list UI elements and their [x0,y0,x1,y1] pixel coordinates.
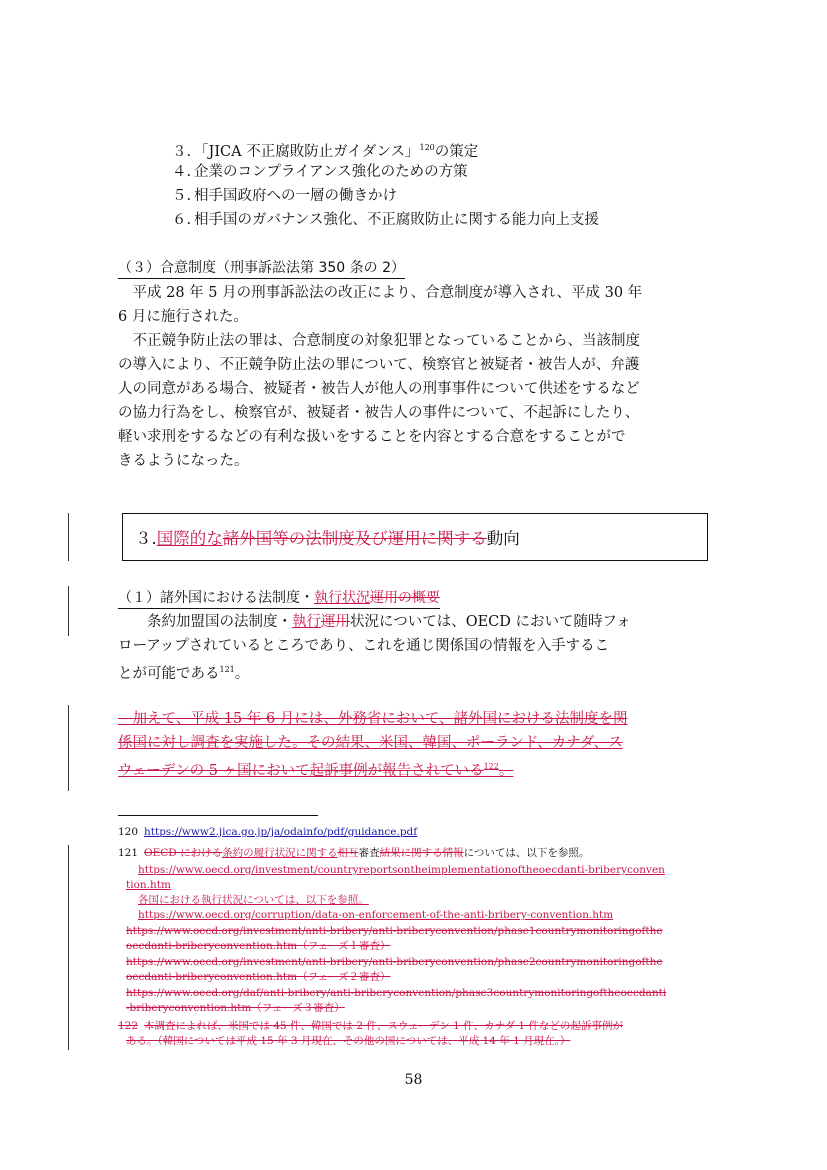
footnote-link[interactable]: https://www.oecd.org/investment/countryreportsontheimplementationoftheoecdanti-briberyconven [138,864,665,876]
deleted-paragraph: 加えて、平成 15 年 6 月には、外務省において、諸外国における法制度を関 係国に対し調査を実施した。その結果、米国、韓国、ポーランド、カナダ、ス ウェーデンの 5 ヶ国において起訴事例が報告されている$^{122}$。 [118,711,628,779]
paragraph: 平成 28 年 5 月の刑事訴訟法の改正により、合意制度が導入され、平成 30 年 6 月に施行された。 [118,285,643,325]
change-bar [68,513,69,561]
footnote-121: 121 OECD における条約の履行状況に関する相互審査結果に関する情報については、以下を参照。 [118,847,590,859]
paragraph: 条約加盟国の法制度・執行運用状況については、OECD において随時フォ ローアップされているところであり、これを通じ関係国の情報を入手するこ とが可能である$^{121}$。 [118,614,631,682]
footnote-text: 各国における執行状況については、以下を参照。 [138,894,369,906]
list-item: ３. 「JICA 不正腐敗防止ガイダンス」$^{120}$の策定 [172,143,479,160]
list-item: ５. 相手国政府への一層の働きかけ [172,188,397,204]
footnote-link[interactable]: https://www2.jica.go.jp/ja/odainfo/pdf/guidance.pdf [144,826,418,838]
page-number: 58 [404,1072,423,1088]
deleted-link: https://www.oecd.org/daf/anti-bribery/anti-briberyconvention/phase3countrymonitoringoftheoecdanti [126,987,667,999]
subsection-heading: （１）諸外国における法制度・執行状況運用の概要 [118,589,440,609]
change-bar [68,586,69,636]
section-heading: （３）合意制度（刑事訴訟法第 350 条の 2） [118,259,405,279]
change-bar [68,705,69,791]
chapter-heading-box [122,513,708,561]
paragraph: 不正競争防止法の罪は、合意制度の対象犯罪となっていることから、当該制度 の導入により、不正競争防止法の罪について、検察官と被疑者・被告人が、弁護 人の同意がある場合、被疑者・被告人が他人の刑事事件について供述をするなど の協力行為をし、検察官が、被疑者・被告人の事件について、不起訴にしたり、 軽い求刑をするなどの有利な扱いをすることを内容とする合意をすることがで きるようになった。 [118,333,640,469]
chapter-heading: ３.国際的な諸外国等の法制度及び運用に関する動向 [135,529,520,548]
deleted-link: https://www.oecd.org/investment/anti-bribery/anti-briberyconvention/phase1countrymonitoringofthe [126,925,663,937]
deleted-link: https://www.oecd.org/investment/anti-bribery/anti-briberyconvention/phase2countrymonitoringofthe [126,956,663,968]
footnote-link[interactable]: tion.htm [126,879,171,891]
deleted-link: oecdanti-briberyconvention.htm（フェーズ２審査） [126,971,391,983]
footnote-separator [118,815,318,816]
list-item: ４. 企業のコンプライアンス強化のための方策 [172,164,468,180]
deleted-link: -briberyconvention.htm（フェーズ３審査） [126,1002,345,1014]
footnote-122-cont: ある。（韓国については平成 15 年 3 月現在、その他の国については、平成 14 年 1 月現在。） [126,1035,571,1047]
footnote-122: 122 本調査によれば、米国では 45 件、韓国では 2 件、スウェーデン 1 件、カナダ 1 件などの起訴事例が [118,1020,623,1032]
list-item: ６. 相手国のガバナンス強化、不正腐敗防止に関する能力向上支援 [172,212,599,228]
deleted-link: oecdanti-briberyconvention.htm（フェーズ１審査） [126,940,391,952]
footnote-link[interactable]: https://www.oecd.org/corruption/data-on-enforcement-of-the-anti-bribery-convention.htm [138,909,614,921]
change-bar [68,845,69,1050]
footnote-120: 120 https://www2.jica.go.jp/ja/odainfo/pdf/guidance.pdf [118,826,418,838]
